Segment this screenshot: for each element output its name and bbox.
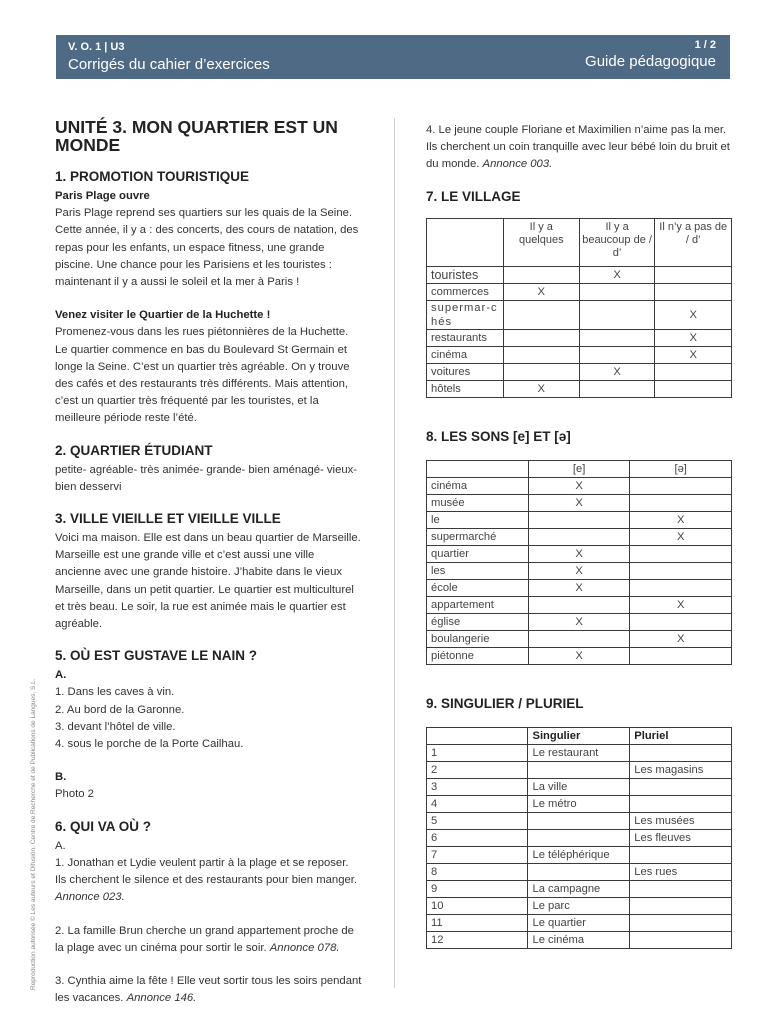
- part-label: A.: [55, 669, 67, 682]
- list-item: 3. devant l’hôtel de ville.: [55, 720, 176, 733]
- list-item: [55, 973, 362, 1007]
- item-reference: Annonce 003.: [482, 158, 553, 171]
- table-cell: [630, 545, 732, 562]
- item-text: 1. Jonathan et Lydie veulent partir à la plage et se reposer. Ils cherchent le silence et des restaurants pour bien manger.: [55, 856, 358, 887]
- table-cell: Les fleuves: [630, 829, 732, 846]
- row-number: 8: [427, 863, 528, 880]
- list-item: [55, 855, 362, 907]
- row-number: 5: [427, 812, 528, 829]
- header-cell: Il y a beaucoup de / d’: [579, 218, 655, 266]
- row-label: église: [427, 613, 529, 630]
- item-reference: Annonce 078.: [269, 941, 340, 954]
- header-cell: [e]: [528, 460, 630, 477]
- table-cell: [579, 329, 655, 346]
- document-subtitle: Corrigés du cahier d’exercices: [68, 56, 270, 73]
- table-row: [427, 300, 732, 329]
- table-cell: [630, 647, 732, 664]
- header-cell: Il y a quelques: [503, 218, 579, 266]
- row-label: appartement: [427, 596, 529, 613]
- table-cell: [579, 300, 655, 329]
- header-cell: [427, 727, 528, 744]
- table-cell: [630, 795, 732, 812]
- row-label: les: [427, 562, 529, 579]
- spacer: [55, 907, 362, 923]
- table-cell: [503, 266, 579, 283]
- table-cell: X: [630, 630, 732, 647]
- table-cell: [503, 346, 579, 363]
- paragraph: Paris Plage reprend ses quartiers sur les quais de la Seine. Cette année, il y a : des concerts, des cours de natation, des repas pour les enfants, un espace fitness, une grande piscine. Une chance pour les Parisiens et les touristes : maintenant il y a aussi le soleil et la mer à Paris !: [55, 207, 359, 289]
- table-cell: [579, 380, 655, 397]
- table-cell: [528, 596, 630, 613]
- table-row: [427, 346, 732, 363]
- row-number: 9: [427, 880, 528, 897]
- table-row: [427, 511, 732, 528]
- paragraph: Promenez-vous dans les rues piétonnières de la Huchette. Le quartier commence en bas du Boulevard St Germain et longe la Seine. C’est un quartier très agréable. On y trouve des cafés et des restaurants très différents. Mais attention, c’est un quartier très fréquenté par les touristes, et la meilleure période reste l’été.: [55, 326, 350, 425]
- table-cell: X: [528, 494, 630, 511]
- table-row: [427, 897, 732, 914]
- row-number: 7: [427, 846, 528, 863]
- table-cell: X: [528, 562, 630, 579]
- table-cell: [528, 863, 630, 880]
- section-1: [55, 168, 362, 428]
- header-cell: Pluriel: [630, 727, 732, 744]
- table-row: [427, 630, 732, 647]
- row-label: supermarché: [427, 528, 529, 545]
- row-number: 11: [427, 914, 528, 931]
- column-divider: [394, 118, 395, 988]
- table-cell: La ville: [528, 778, 630, 795]
- table-cell: [630, 579, 732, 596]
- table-row: [427, 931, 732, 948]
- table-cell: [579, 346, 655, 363]
- table-cell: X: [503, 283, 579, 300]
- table-cell: [630, 778, 732, 795]
- table-cell: [528, 528, 630, 545]
- table-row: [427, 545, 732, 562]
- row-label: cinéma: [427, 346, 504, 363]
- unit-code: V. O. 1 | U3: [68, 41, 125, 53]
- table-cell: [528, 829, 630, 846]
- table-cell: Le parc: [528, 897, 630, 914]
- table-cell: [630, 744, 732, 761]
- table-cell: X: [528, 579, 630, 596]
- table-cell: X: [528, 613, 630, 630]
- left-column: [55, 118, 362, 1021]
- table-cell: X: [528, 545, 630, 562]
- row-number: 2: [427, 761, 528, 778]
- village-table: [426, 218, 732, 398]
- table-cell: La campagne: [528, 880, 630, 897]
- list-item: [426, 122, 732, 174]
- table-row: [427, 761, 732, 778]
- row-label: musée: [427, 494, 529, 511]
- table-cell: [503, 300, 579, 329]
- spacer: [55, 957, 362, 973]
- part-label: A.: [55, 839, 66, 852]
- table-cell: X: [579, 266, 655, 283]
- table-row: [427, 477, 732, 494]
- row-number: 3: [427, 778, 528, 795]
- table-cell: [579, 283, 655, 300]
- table-cell: [528, 630, 630, 647]
- table-cell: [630, 880, 732, 897]
- table-row: [427, 829, 732, 846]
- table-row: [427, 363, 732, 380]
- row-label: touristes: [427, 266, 504, 283]
- section-title: 7. LE VILLAGE: [426, 188, 521, 204]
- singular-plural-table: [426, 727, 732, 949]
- section-title: 2. QUARTIER ÉTUDIANT: [55, 442, 213, 458]
- table-cell: [630, 931, 732, 948]
- section-5: [55, 647, 362, 803]
- header-banner: [56, 35, 730, 79]
- section-title: 5. OÙ EST GUSTAVE LE NAIN ?: [55, 648, 258, 664]
- guide-label: Guide pédagogique: [585, 53, 716, 70]
- table-cell: [655, 283, 732, 300]
- list-item: 1. Dans les caves à vin.: [55, 686, 175, 699]
- table-row: [427, 562, 732, 579]
- table-cell: Le métro: [528, 795, 630, 812]
- item-text: 2. La famille Brun cherche un grand appartement proche de la plage avec un cinéma pour sortir le soir.: [55, 924, 354, 954]
- row-label: piétonne: [427, 647, 529, 664]
- row-label: quartier: [427, 545, 529, 562]
- row-label: voitures: [427, 363, 504, 380]
- page-number: 1 / 2: [694, 39, 716, 51]
- row-label: le: [427, 511, 529, 528]
- row-number: 10: [427, 897, 528, 914]
- section-title: 6. QUI VA OÙ ?: [55, 818, 152, 834]
- row-number: 12: [427, 931, 528, 948]
- table-cell: X: [528, 647, 630, 664]
- row-label: restaurants: [427, 329, 504, 346]
- row-number: 6: [427, 829, 528, 846]
- table-cell: X: [655, 346, 732, 363]
- right-column: [426, 122, 732, 949]
- item-text: 3. Cynthia aime la fête ! Elle veut sortir tous les soirs pendant les vacances.: [55, 974, 362, 1005]
- table-header-row: [427, 727, 732, 744]
- table-cell: Les musées: [630, 812, 732, 829]
- header-cell: [ə]: [630, 460, 732, 477]
- copyright-note: Reproduction autorisée © Les auteurs et Difusión, Centre de Recherche et de Publications de Langues, S.L.: [30, 678, 37, 990]
- table-cell: [630, 494, 732, 511]
- table-row: [427, 863, 732, 880]
- paragraph: petite- agréable- très animée- grande- bien aménagé- vieux-bien desservi: [55, 463, 358, 493]
- section-6: [55, 818, 362, 1008]
- section-3: [55, 510, 362, 633]
- table-cell: [655, 380, 732, 397]
- table-row: [427, 579, 732, 596]
- table-cell: [528, 511, 630, 528]
- header-cell: [427, 460, 529, 477]
- table-row: [427, 494, 732, 511]
- table-cell: Les magasins: [630, 761, 732, 778]
- list-item: [55, 923, 362, 957]
- table-header-row: [427, 218, 732, 266]
- row-label: boulangerie: [427, 630, 529, 647]
- table-row: [427, 914, 732, 931]
- table-cell: Le quartier: [528, 914, 630, 931]
- list-item: 4. sous le porche de la Porte Cailhau.: [55, 738, 244, 751]
- table-cell: [630, 613, 732, 630]
- row-label: cinéma: [427, 477, 529, 494]
- table-cell: X: [579, 363, 655, 380]
- text-subtitle: Paris Plage ouvre: [55, 190, 150, 202]
- table-row: [427, 795, 732, 812]
- table-row: [427, 266, 732, 283]
- table-row: [427, 778, 732, 795]
- spacer: [55, 291, 362, 307]
- table-row: [427, 528, 732, 545]
- table-row: [427, 744, 732, 761]
- row-label: école: [427, 579, 529, 596]
- text-subtitle: Venez visiter le Quartier de la Huchette !: [55, 309, 271, 322]
- section-title: 8. LES SONS [e] ET [ə]: [426, 428, 571, 444]
- part-label: B.: [55, 771, 67, 784]
- header-cell: [427, 218, 504, 266]
- table-cell: [630, 897, 732, 914]
- table-cell: [503, 329, 579, 346]
- table-cell: X: [503, 380, 579, 397]
- table-cell: [503, 363, 579, 380]
- unit-title: UNITÉ 3. MON QUARTIER EST UN MONDE: [55, 117, 338, 155]
- paragraph: Voici ma maison. Elle est dans un beau quartier de Marseille. Marseille est une grande ville et c’est aussi une ville ancienne avec une grande histoire. J’habite dans le vieux Marseille, dans un petit quartier. Le quartier est multiculturel et très beau. Le soir, la rue est animée mais le quartier est agréable.: [55, 532, 361, 631]
- table-row: [427, 880, 732, 897]
- table-cell: [630, 562, 732, 579]
- table-row: [427, 283, 732, 300]
- spacer: [55, 753, 362, 769]
- table-cell: X: [528, 477, 630, 494]
- table-cell: X: [655, 300, 732, 329]
- sounds-table: [426, 460, 732, 665]
- table-row: [427, 613, 732, 630]
- table-row: [427, 846, 732, 863]
- header-cell: Singulier: [528, 727, 630, 744]
- table-cell: X: [630, 511, 732, 528]
- table-cell: Le téléphérique: [528, 846, 630, 863]
- item-text: 4. Le jeune couple Floriane et Maximilien n’aime pas la mer. Ils cherchent un coin tranquille avec leur bébé loin du bruit et du monde.: [426, 124, 730, 171]
- table-cell: Le cinéma: [528, 931, 630, 948]
- table-row: [427, 647, 732, 664]
- table-row: [427, 812, 732, 829]
- section-title: 3. VILLE VIEILLE ET VIEILLE VILLE: [55, 511, 281, 527]
- table-row: [427, 380, 732, 397]
- item-reference: Annonce 023.: [55, 891, 125, 904]
- table-cell: X: [630, 596, 732, 613]
- row-number: 4: [427, 795, 528, 812]
- table-cell: X: [630, 528, 732, 545]
- section-title: 9. SINGULIER / PLURIEL: [426, 695, 584, 711]
- table-cell: [528, 761, 630, 778]
- table-cell: X: [655, 329, 732, 346]
- table-cell: [528, 812, 630, 829]
- table-row: [427, 329, 732, 346]
- row-label: supermar-chés: [427, 300, 504, 329]
- table-cell: [655, 266, 732, 283]
- paragraph: Photo 2: [55, 788, 94, 801]
- table-header-row: [427, 460, 732, 477]
- row-number: 1: [427, 744, 528, 761]
- table-cell: [630, 914, 732, 931]
- table-row: [427, 596, 732, 613]
- header-cell: Il n’y a pas de / d’: [655, 218, 732, 266]
- section-title: 1. PROMOTION TOURISTIQUE: [55, 169, 250, 184]
- table-cell: [655, 363, 732, 380]
- row-label: commerces: [427, 283, 504, 300]
- table-cell: Le restaurant: [528, 744, 630, 761]
- list-item: 2. Au bord de la Garonne.: [55, 703, 185, 716]
- row-label: hôtels: [427, 380, 504, 397]
- table-cell: [630, 477, 732, 494]
- item-reference: Annonce 146.: [126, 992, 197, 1005]
- table-cell: Les rues: [630, 863, 732, 880]
- table-cell: [630, 846, 732, 863]
- section-2: [55, 442, 362, 496]
